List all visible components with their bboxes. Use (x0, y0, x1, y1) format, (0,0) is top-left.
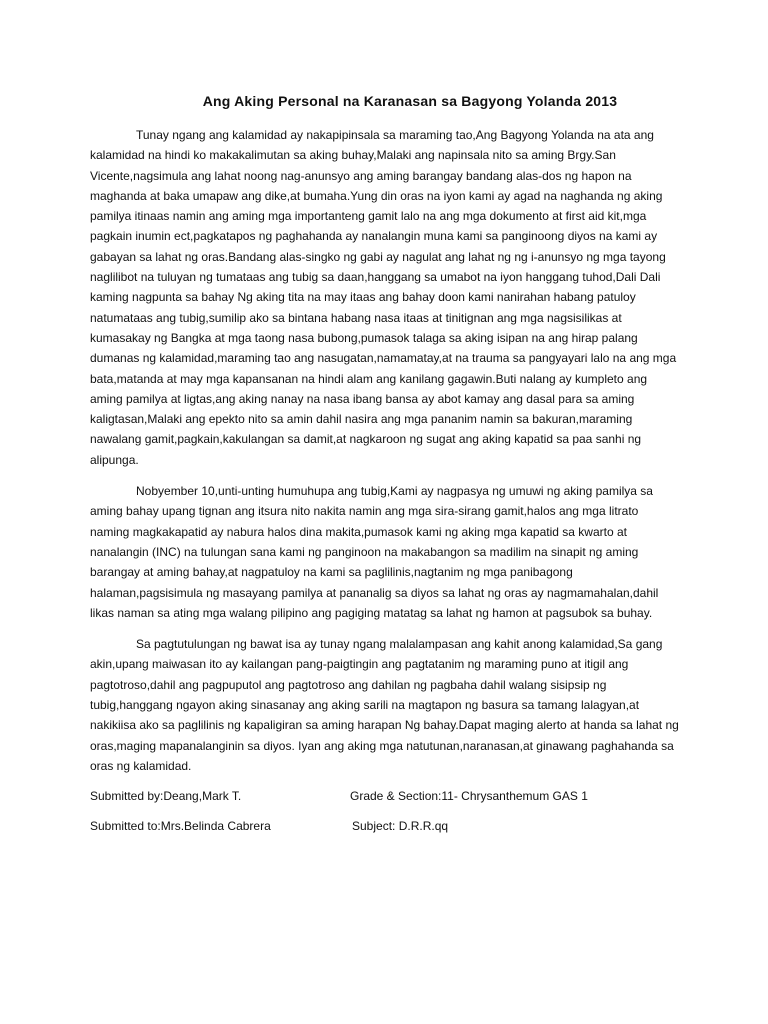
submitted-by: Submitted by:Deang,Mark T. (90, 789, 242, 803)
document-title: Ang Aking Personal na Karanasan sa Bagyong Yolanda 2013 (202, 93, 618, 109)
document-body (90, 125, 680, 787)
grade-section: Grade & Section:11- Chrysanthemum GAS 1 (350, 789, 588, 803)
submitted-to: Submitted to:Mrs.Belinda Cabrera (90, 819, 271, 833)
paragraph-3: Sa pagtutulungan ng bawat isa ay tunay ngang malalampasan ang kahit anong kalamidad,Sa gang akin,upang maiwasan ito ay kailangan pang-paigtingin ang pagtatanim ng maraming puno at itigil ang pagtotroso,dahil ang pagpuputol ang pagtotroso ang dahilan ng pagbaha dahil walang sisipsip ng tubig,hanggang ngayon aking sinasanay ang aking sarili na magtapon ng basura sa tamang lalagyan,at nakikiisa ako sa paglilinis ng kapaligiran sa aming harapan Ng bahay.Dapat maging alerto at handa sa lahat ng oras,maging mapanalanginin sa diyos. Iyan ang aking mga natutunan,naranasan,at ginawang paghahanda sa oras ng kalamidad. (90, 637, 679, 773)
subject: Subject: D.R.R.qq (352, 819, 449, 833)
paragraph-2: Nobyember 10,unti-unting humuhupa ang tubig,Kami ay nagpasya ng umuwi ng aking pamilya sa aming bahay upang tignan ang itsura nito nakita namin ang mga sira-sirang gamit,halos ang mga litrato naming magkakapatid ay nabura halos dina makita,pumasok kami ng aking mga kapatid sa kwarto at nanalangin (INC) na tulungan sana kami ng panginoon na makabangon sa madilim na sinapit ng aming barangay at aming bahay,at nagpatuloy na kami sa paglilinis,nagtanim ng mga panibagong halaman,pagsisimula ng masayang pamilya at pananalig sa diyos sa lahat ng oras ay nagmamahalan,dahil likas naman sa ating mga walang pilipino ang pagiging matatag sa lahat ng hamon at pagsubok sa buhay. (90, 484, 659, 620)
paragraph-1: Tunay ngang ang kalamidad ay nakapipinsala sa maraming tao,Ang Bagyong Yolanda na ata ang kalamidad na hindi ko makakalimutan sa aking buhay,Malaki ang napinsala nito sa aming Brgy.San Vicente,nagsimula ang lahat noong nag-anunsyo ang aming barangay bandang alas-dos ng hapon na maghanda at baka umapaw ang dike,at bumaha.Yung din oras na iyon kami ay agad na naghanda ng aking pamilya itinaas namin ang aming mga importanteng gamit lalo na ang mga dokumento at first aid kit,mga pagkain inumin ect,pagkatapos ng paghahanda ay nanalangin muna kami sa panginoong diyos na kami ay gabayan sa lahat ng oras.Bandang alas-singko ng gabi ay nagulat ang lahat ng ng i-anunsyo ng mga tayong naglilibot na tuluyan ng tumataas ang tubig sa daan,hanggang sa umabot na iyon hanggang tuhod,Dali Dali kaming nagpunta sa bahay Ng aking tita na may itaas ang bahay doon kami nanirahan habang patuloy natumataas ang tubig,sumilip ako sa bintana habang nasa itaas at tinitignan ang mga nagsisilikas at kumasakay ng Bangka at mga taong nasa bubong,pumasok talaga sa aking isipan na ang hirap palang dumanas ng kalamidad,maraming tao ang nasugatan,namamatay,at na trauma sa pangyayari lalo na ang mga bata,matanda at may mga kapansanan na hindi alam ang kanilang gagawin.Buti nalang ay kumpleto ang aming pamilya at ligtas,ang aking nanay na nasa ibang bansa ay abot kamay ang dasal para sa aming kaligtasan,Malaki ang epekto nito sa amin dahil nasira ang mga pananim namin sa bakuran,maraming nawalang gamit,pagkain,kakulangan sa damit,at nagkaroon ng sugat ang aking kapatid sa paa sanhi ng alipunga. (90, 128, 677, 467)
